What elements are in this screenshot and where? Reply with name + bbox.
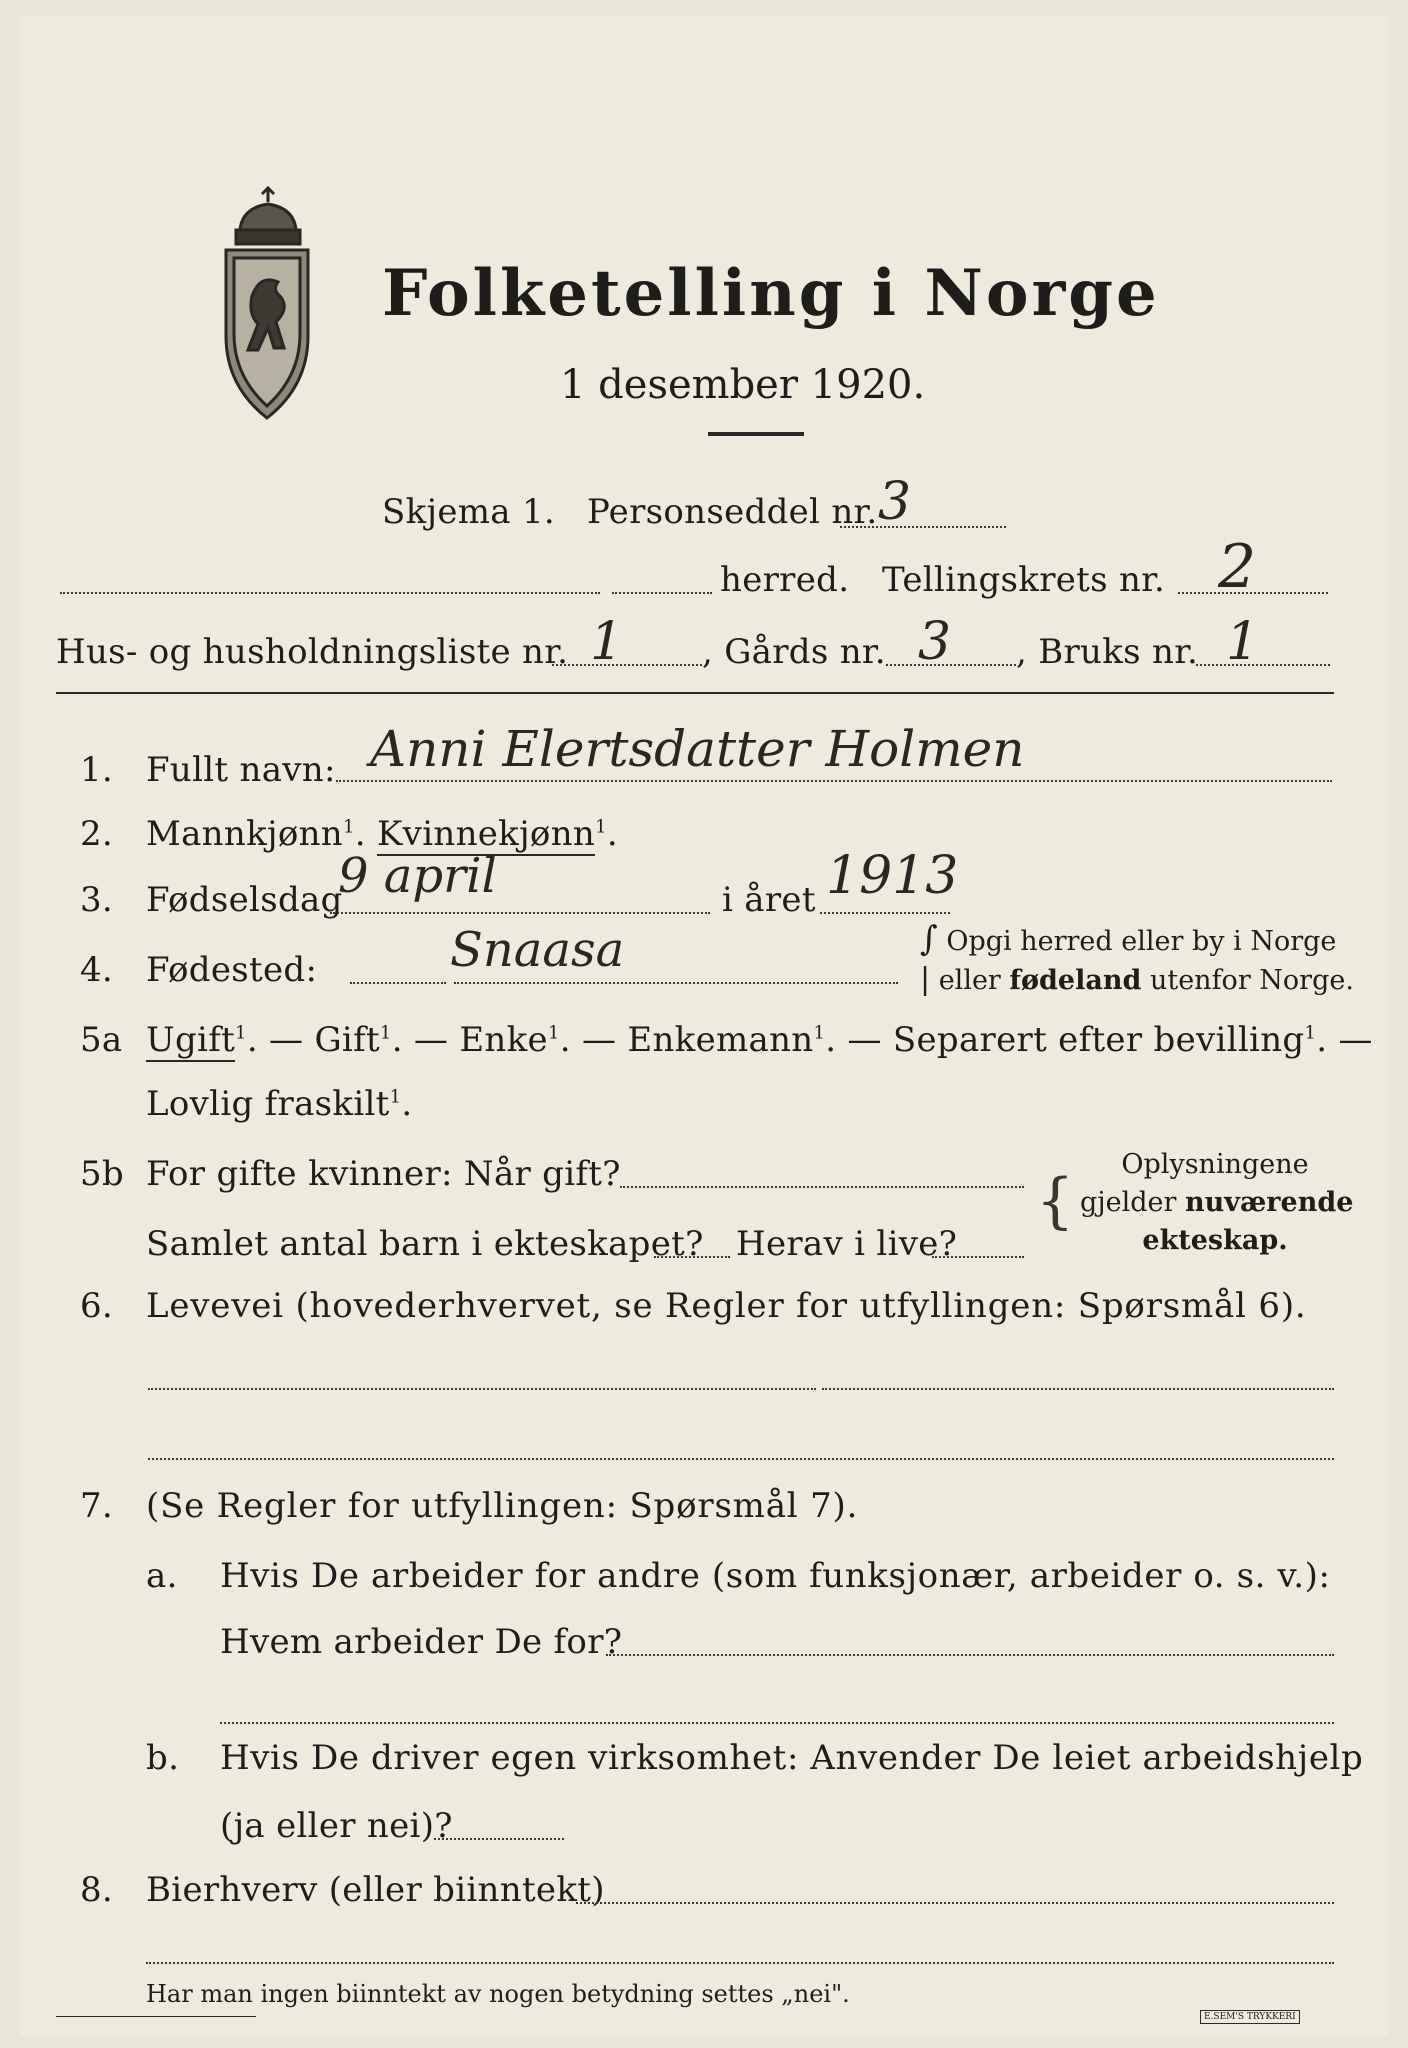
widower-option[interactable]: — Enkemann [581,1020,814,1060]
q3-number: 3. [80,880,114,920]
divorced-option[interactable]: Lovlig fraskilt$^1$. [146,1084,413,1124]
printer-stamp: E.SEM'S TRYKKERI [1200,2010,1300,2024]
q2-number: 2. [80,814,114,854]
hired-help-label: (ja eller nei)? [220,1806,453,1846]
q5a-number: 5a [80,1020,123,1060]
married-option[interactable]: — Gift [269,1020,380,1060]
census-form-page [20,16,1388,2036]
bruks-value: 1 [1226,612,1260,672]
tellingskrets-label: Tellingskrets nr. [882,560,1166,600]
q5b-number: 5b [80,1154,124,1194]
footer-note: Har man ingen biinntekt av nogen betydning settes „nei". [146,1980,850,2008]
birthplace-note: ∫ Opgi herred eller by i Norge | eller fødeland utenfor Norge. [920,919,1354,997]
separated-option[interactable]: — Separert efter bevilling [847,1020,1305,1060]
footnote-rule [56,2016,256,2017]
employer-field-2[interactable] [220,1722,1334,1724]
q7a-letter: a. [146,1556,178,1596]
full-name-field[interactable] [336,780,1332,782]
children-count-label: Samlet antal barn i ekteskapet? [146,1224,704,1264]
bruks-field[interactable] [1196,664,1330,666]
birthday-field[interactable] [330,912,710,914]
schema-label: Skjema 1. [382,492,556,532]
side-income-field[interactable] [576,1902,1334,1904]
municipality-field[interactable] [60,592,600,594]
gards-label: , Gårds nr. [702,632,886,672]
q7b-text: Hvis De driver egen virksomhet: Anvender De leiet arbeidshjelp [220,1738,1364,1778]
q7-text: (Se Regler for utfyllingen: Spørsmål 7). [146,1486,859,1526]
q1-number: 1. [80,750,114,790]
occupation-field-1a[interactable] [148,1388,816,1390]
norwegian-coat-of-arms-icon [212,186,322,426]
married-date-field[interactable] [620,1186,1024,1188]
herred-label: herred. [720,560,850,600]
side-income-field-2[interactable] [146,1962,1334,1964]
occupation-field-1b[interactable] [822,1388,1334,1390]
birthday-value: 9 april [338,848,497,904]
male-option[interactable]: Mannkjønn [146,814,343,854]
children-alive-field[interactable] [932,1256,1024,1258]
census-date: 1 desember 1920. [560,362,926,408]
marital-status-options: Ugift$^1$. — Gift$^1$. — Enke$^1$. — Enkemann$^1$. — Separert efter bevilling$^1$. — [146,1020,1373,1060]
children-alive-label: Herav i live? [736,1224,958,1264]
brace-icon: { [1036,1166,1075,1236]
household-list-label: Hus- og husholdningsliste nr. [56,632,569,672]
birthplace-field-a[interactable] [350,982,446,984]
person-number-field[interactable] [840,526,1006,528]
hired-help-field[interactable] [434,1838,564,1840]
birthday-label: Fødselsdag [146,880,343,920]
sex-options: Mannkjønn$^1$. Kvinnekjønn$^1$. [146,814,618,854]
unmarried-option-selected[interactable]: Ugift [146,1020,236,1060]
household-list-value: 1 [590,612,624,672]
q1-label: Fullt navn: [146,750,336,790]
children-count-field[interactable] [654,1256,730,1258]
marriage-note: Oplysningene gjelder nuværende ekteskap. [1080,1149,1354,1256]
q6-number: 6. [80,1286,114,1326]
female-option-selected[interactable]: Kvinnekjønn [376,814,596,854]
full-name-value: Anni Elertsdatter Holmen [370,720,1025,778]
married-date-label: For gifte kvinner: Når gift? [146,1154,621,1194]
municipality-field-2[interactable] [612,592,712,594]
occupation-field-2[interactable] [148,1458,1334,1460]
household-list-field[interactable] [552,664,702,666]
q4-number: 4. [80,950,114,990]
person-number-label: Personseddel nr. [587,492,878,532]
form-title: Folketelling i Norge [382,256,1160,331]
birth-year-label: i året [722,880,816,920]
widow-option[interactable]: — Enke [413,1020,548,1060]
q7b-letter: b. [146,1738,180,1778]
q7a-text: Hvis De arbeider for andre (som funksjonær, arbeider o. s. v.): [220,1556,1331,1596]
side-income-label: Bierhverv (eller biinntekt) [146,1870,605,1910]
title-separator [708,432,804,436]
q8-number: 8. [80,1870,114,1910]
birthplace-field[interactable] [454,982,898,984]
employer-field[interactable] [606,1654,1334,1656]
occupation-label: Levevei (hovederhvervet, se Regler for utfyllingen: Spørsmål 6). [146,1286,1307,1326]
employer-label: Hvem arbeider De for? [220,1622,623,1662]
birth-year-value: 1913 [826,846,959,906]
birth-year-field[interactable] [820,912,950,914]
q7-number: 7. [80,1486,114,1526]
person-number-value: 3 [878,472,912,532]
gards-value: 3 [918,612,952,672]
bruks-label: , Bruks nr. [1016,632,1199,672]
header-divider [56,692,1334,694]
birthplace-value: Snaasa [450,922,625,978]
birthplace-label: Fødested: [146,950,318,990]
tellingskrets-value: 2 [1218,532,1257,602]
